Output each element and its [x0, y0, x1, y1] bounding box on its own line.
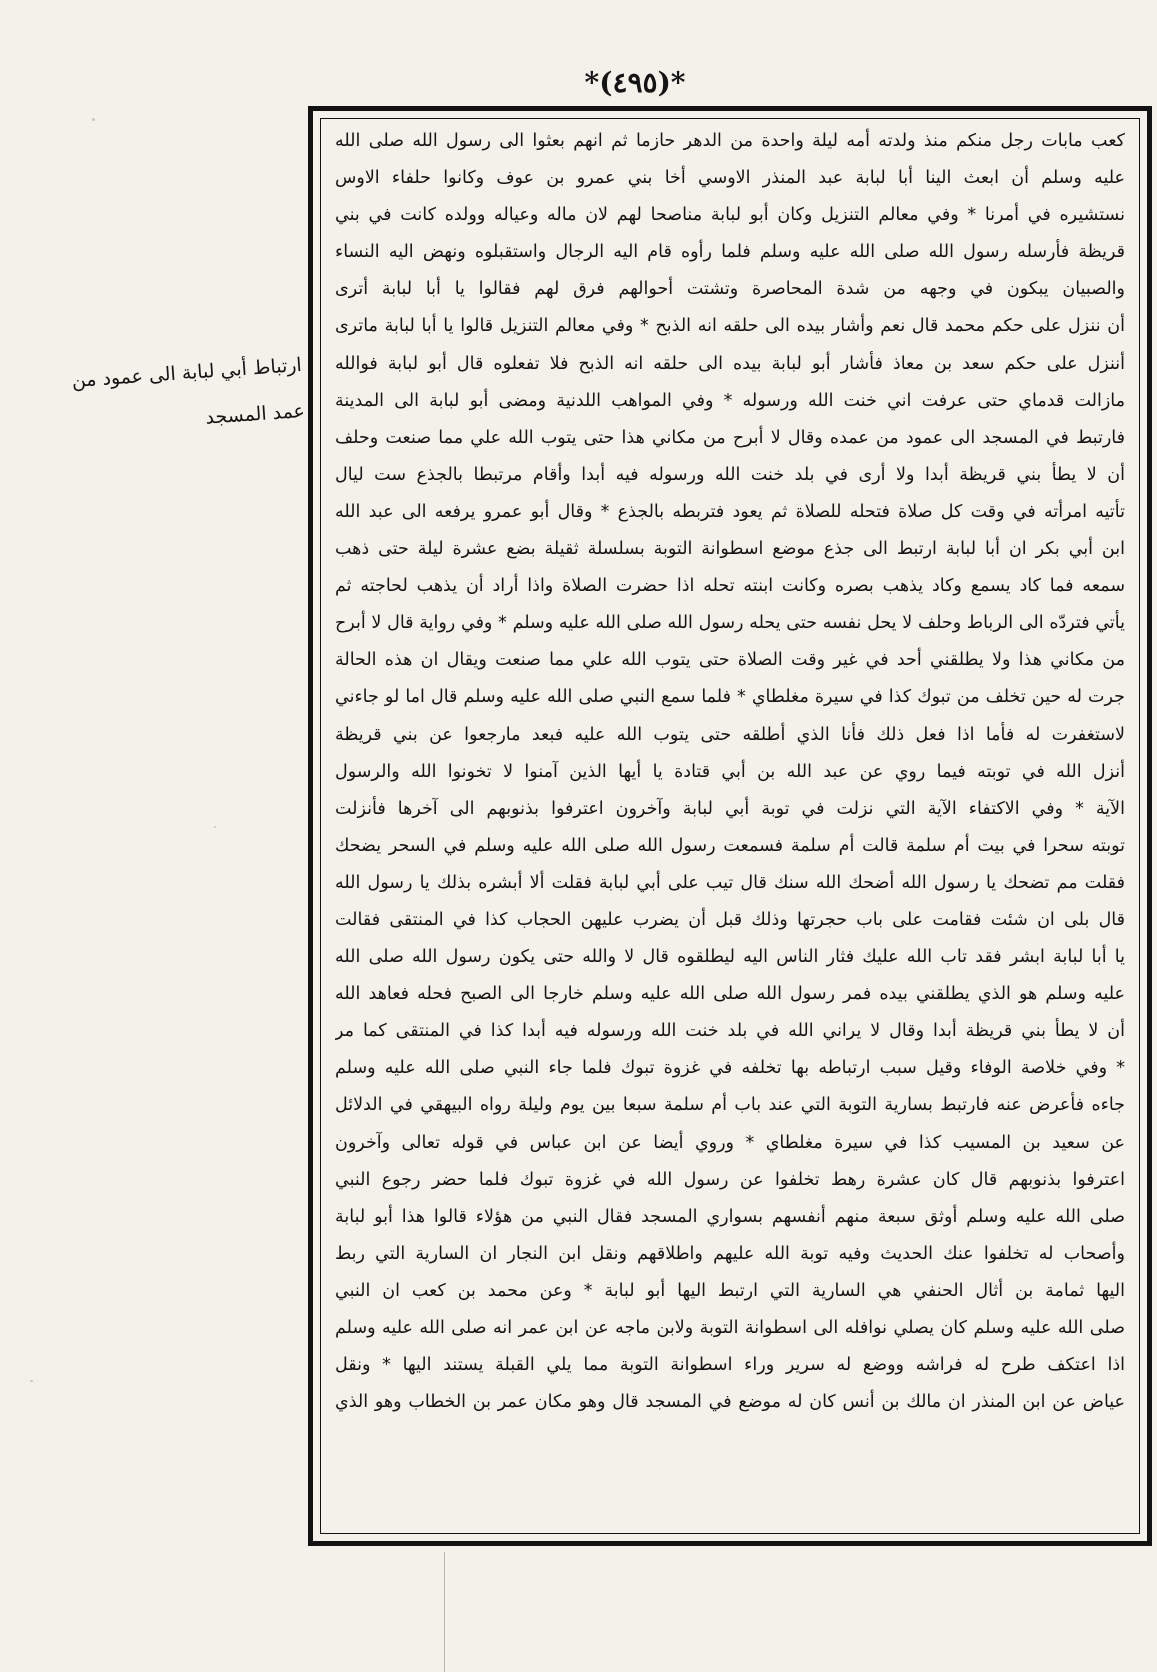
text-line: سمعه فما كاد يسمع وكاد يذهب بصره وكانت ابنته تحله اذا حضرت الصلاة واذا أراد أن يذهب لحاجته ثم	[335, 576, 1125, 597]
text-line: كعب مابات رجل منكم منذ ولدته أمه ليلة واحدة من الدهر حازما ثم انهم بعثوا الى رسول الله صلى الله	[335, 131, 1125, 151]
text-line: صلى الله عليه وسلم أوثق سبعة منهم أنفسهم بسواري المسجد فقال النبي من هؤلاء قالوا هذا أبو لبابة	[335, 1206, 1125, 1227]
text-line: أن ننزل على حكم محمد قال نعم وأشار بيده الى حلقه انه الذبح * وفي معالم التنزيل قالوا يا أبا لبابة ماترى	[335, 316, 1125, 337]
text-line: اليها ثمامة بن أثال الحنفي هي السارية التي ارتبط اليها أبو لبابة * وعن محمد بن كعب ان النبي	[335, 1280, 1125, 1301]
text-line: * وفي خلاصة الوفاء وقيل سبب ارتباطه بها تخلفه في غزوة تبوك فلما جاء النبي صلى الله عليه وسلم	[335, 1058, 1125, 1079]
text-line: فقلت مم تضحك يا رسول الله أضحك الله سنك قال تيب على أبي لبابة فقلت ألا أبشره بذلك يا رسول الله	[335, 872, 1125, 893]
text-line: قال بلى ان شئت فقامت على باب حجرتها وذلك قبل أن يضرب عليهن الحجاب كذا في المنتقى فقالت	[335, 909, 1125, 930]
page-number: *(٤٩٥)*	[584, 66, 686, 99]
text-line: ابن أبي بكر ان أبا لبابة ارتبط الى جذع موضع اسطوانة التوبة بسلسلة ثقيلة بضع عشرة ليلة حتى ذهب	[335, 539, 1125, 560]
text-line: فارتبط في المسجد الى عمود من عمده وقال لا أبرح من مكاني هذا حتى يتوب الله علي مما صنعت وحلف	[335, 427, 1125, 448]
scan-gutter-line	[444, 1552, 445, 1672]
text-line: اعترفوا بذنوبهم قال كان عشرة رهط تخلفوا عن رسول الله في غزوة تبوك فلما حضر رجوع النبي	[335, 1169, 1125, 1190]
text-frame-outer	[308, 106, 1152, 1546]
text-line: جرت له حين تخلف من تبوك كذا في سيرة مغلطاي * فلما سمع النبي صلى الله عليه وسلم قال اما لو جاءني	[335, 687, 1125, 708]
margin-note	[73, 342, 307, 450]
text-line: أن لا يطأ بني قريظة أبدا ولا أرى في بلد خنت الله ورسوله فيه أبدا وأقام مرتبطا بالجذع ست ليال	[335, 464, 1125, 485]
text-line: توبته سحرا في بيت أم سلمة قالت أم سلمة فسمعت رسول الله صلى الله عليه وسلم في السحر يضحك	[335, 835, 1125, 856]
text-line: قريظة فأرسله رسول الله صلى الله عليه وسلم فلما رأوه قام اليه الرجال واستقبلوه ونهض اليه النساء	[335, 242, 1125, 263]
text-line: جاءه فأعرض عنه فارتبط بسارية التوبة التي عند باب أم سلمة سبعا بين يوم وليلة رواه البيهقي في الدلائل	[335, 1095, 1125, 1116]
text-line: عن سعيد بن المسيب كذا في سيرة مغلطاي * وروي أيضا عن ابن عباس في قوله تعالى وآخرون	[335, 1132, 1125, 1153]
text-line: عليه وسلم أن ابعث الينا أبا لبابة عبد المنذر الاوسي أخا بني عمرو بن عوف وكانوا حلفاء الاوس	[335, 168, 1125, 189]
text-frame-inner	[320, 118, 1140, 1534]
text-line: اذا اعتكف طرح له فراشه ووضع له سرير وراء اسطوانة التوبة مما يلي القبلة يستند اليها * ونقل	[335, 1355, 1125, 1376]
text-line: أننزل على حكم سعد بن معاذ فأشار أبو لبابة بيده الى حلقه انه الذبح فلا تفعلوه قال أبو لبابة فوالله	[335, 353, 1125, 374]
text-line: نستشيره في أمرنا * وفي معالم التنزيل وكان أبو لبابة مناصحا لهم لان ماله وعياله وولده كانت في بني	[335, 205, 1125, 226]
scan-speck	[92, 118, 95, 121]
scan-speck	[30, 1380, 33, 1382]
text-line: الآية * وفي الاكتفاء الآية التي نزلت في توبة أبي لبابة وآخرون اعترفوا بذنوبهم الى آخرها فأنزلت	[335, 798, 1125, 819]
text-line: يأتي فتردّه الى الرباط وحلف لا يحل نفسه حتى يحله رسول الله صلى الله عليه وسلم * وفي رواية قال لا أبرح	[335, 613, 1125, 634]
text-line: أن لا يطأ بني قريظة أبدا وقال لا يراني الله في بلد خنت الله ورسوله فيه أبدا كذا في المنتقى كما مر	[335, 1021, 1125, 1042]
text-line: أنزل الله في توبته فيما روي عن عبد الله بن أبي قتادة يا أيها الذين آمنوا لا تخونوا الله والرسول	[335, 761, 1125, 782]
margin-note-line: عمد المسجد	[204, 399, 306, 429]
text-line: عليه وسلم هو الذي يطلقني بيده فمر رسول الله صلى الله عليه وسلم خارجا الى الصبح فحله فعاهد الله	[335, 984, 1125, 1005]
text-line: عياض عن ابن المنذر ان مالك بن أنس كان له موضع في المسجد قال وهو مكان عمر بن الخطاب وهو الذي	[335, 1392, 1125, 1413]
text-line: مازالت قدماي حتى عرفت اني خنت الله ورسوله * وفي المواهب اللدنية ومضى أبو لبابة الى المدينة	[335, 390, 1125, 411]
text-line: من مكاني هذا ولا يطلقني أحد في غير وقت الصلاة حتى يتوب الله علي مما صنعت ويقال ان هذه الحالة	[335, 650, 1125, 671]
text-line: صلى الله عليه وسلم كان يصلي نوافله الى اسطوانة التوبة ولابن ماجه عن ابن عمر انه صلى الله عليه وسلم	[335, 1318, 1125, 1338]
text-line: لاستغفرت له فأما اذا فعل ذلك فأنا الذي أطلقه حتى يتوب الله عليه فبعد مارجعوا عن بني قريظة	[335, 724, 1125, 745]
margin-note-line: ارتباط أبي لبابة الى عمود من	[71, 353, 303, 392]
text-line: والصبيان يبكون في وجهه من شدة المحاصرة وتشتت أحوالهم فرق لهم فقالوا يا أبا لبابة أترى	[335, 279, 1125, 300]
scan-speck	[214, 826, 216, 828]
main-text	[335, 123, 1125, 1527]
text-line: يا أبا لبابة ابشر فقد تاب الله عليك فثار الناس اليه ليطلقوه قال لا والله حتى يكون رسول الله صلى الله	[335, 947, 1125, 968]
text-line: تأتيه امرأته في وقت كل صلاة فتحله للصلاة ثم يعود فتربطه بالجذع * وقال أبو عمرو يرفعه الى عبد الله	[335, 501, 1125, 522]
text-line: وأصحاب له تخلفوا عنك الحديث وفيه توبة الله عليهم واطلاقهم ونقل ابن النجار ان السارية التي ربط	[335, 1243, 1125, 1264]
